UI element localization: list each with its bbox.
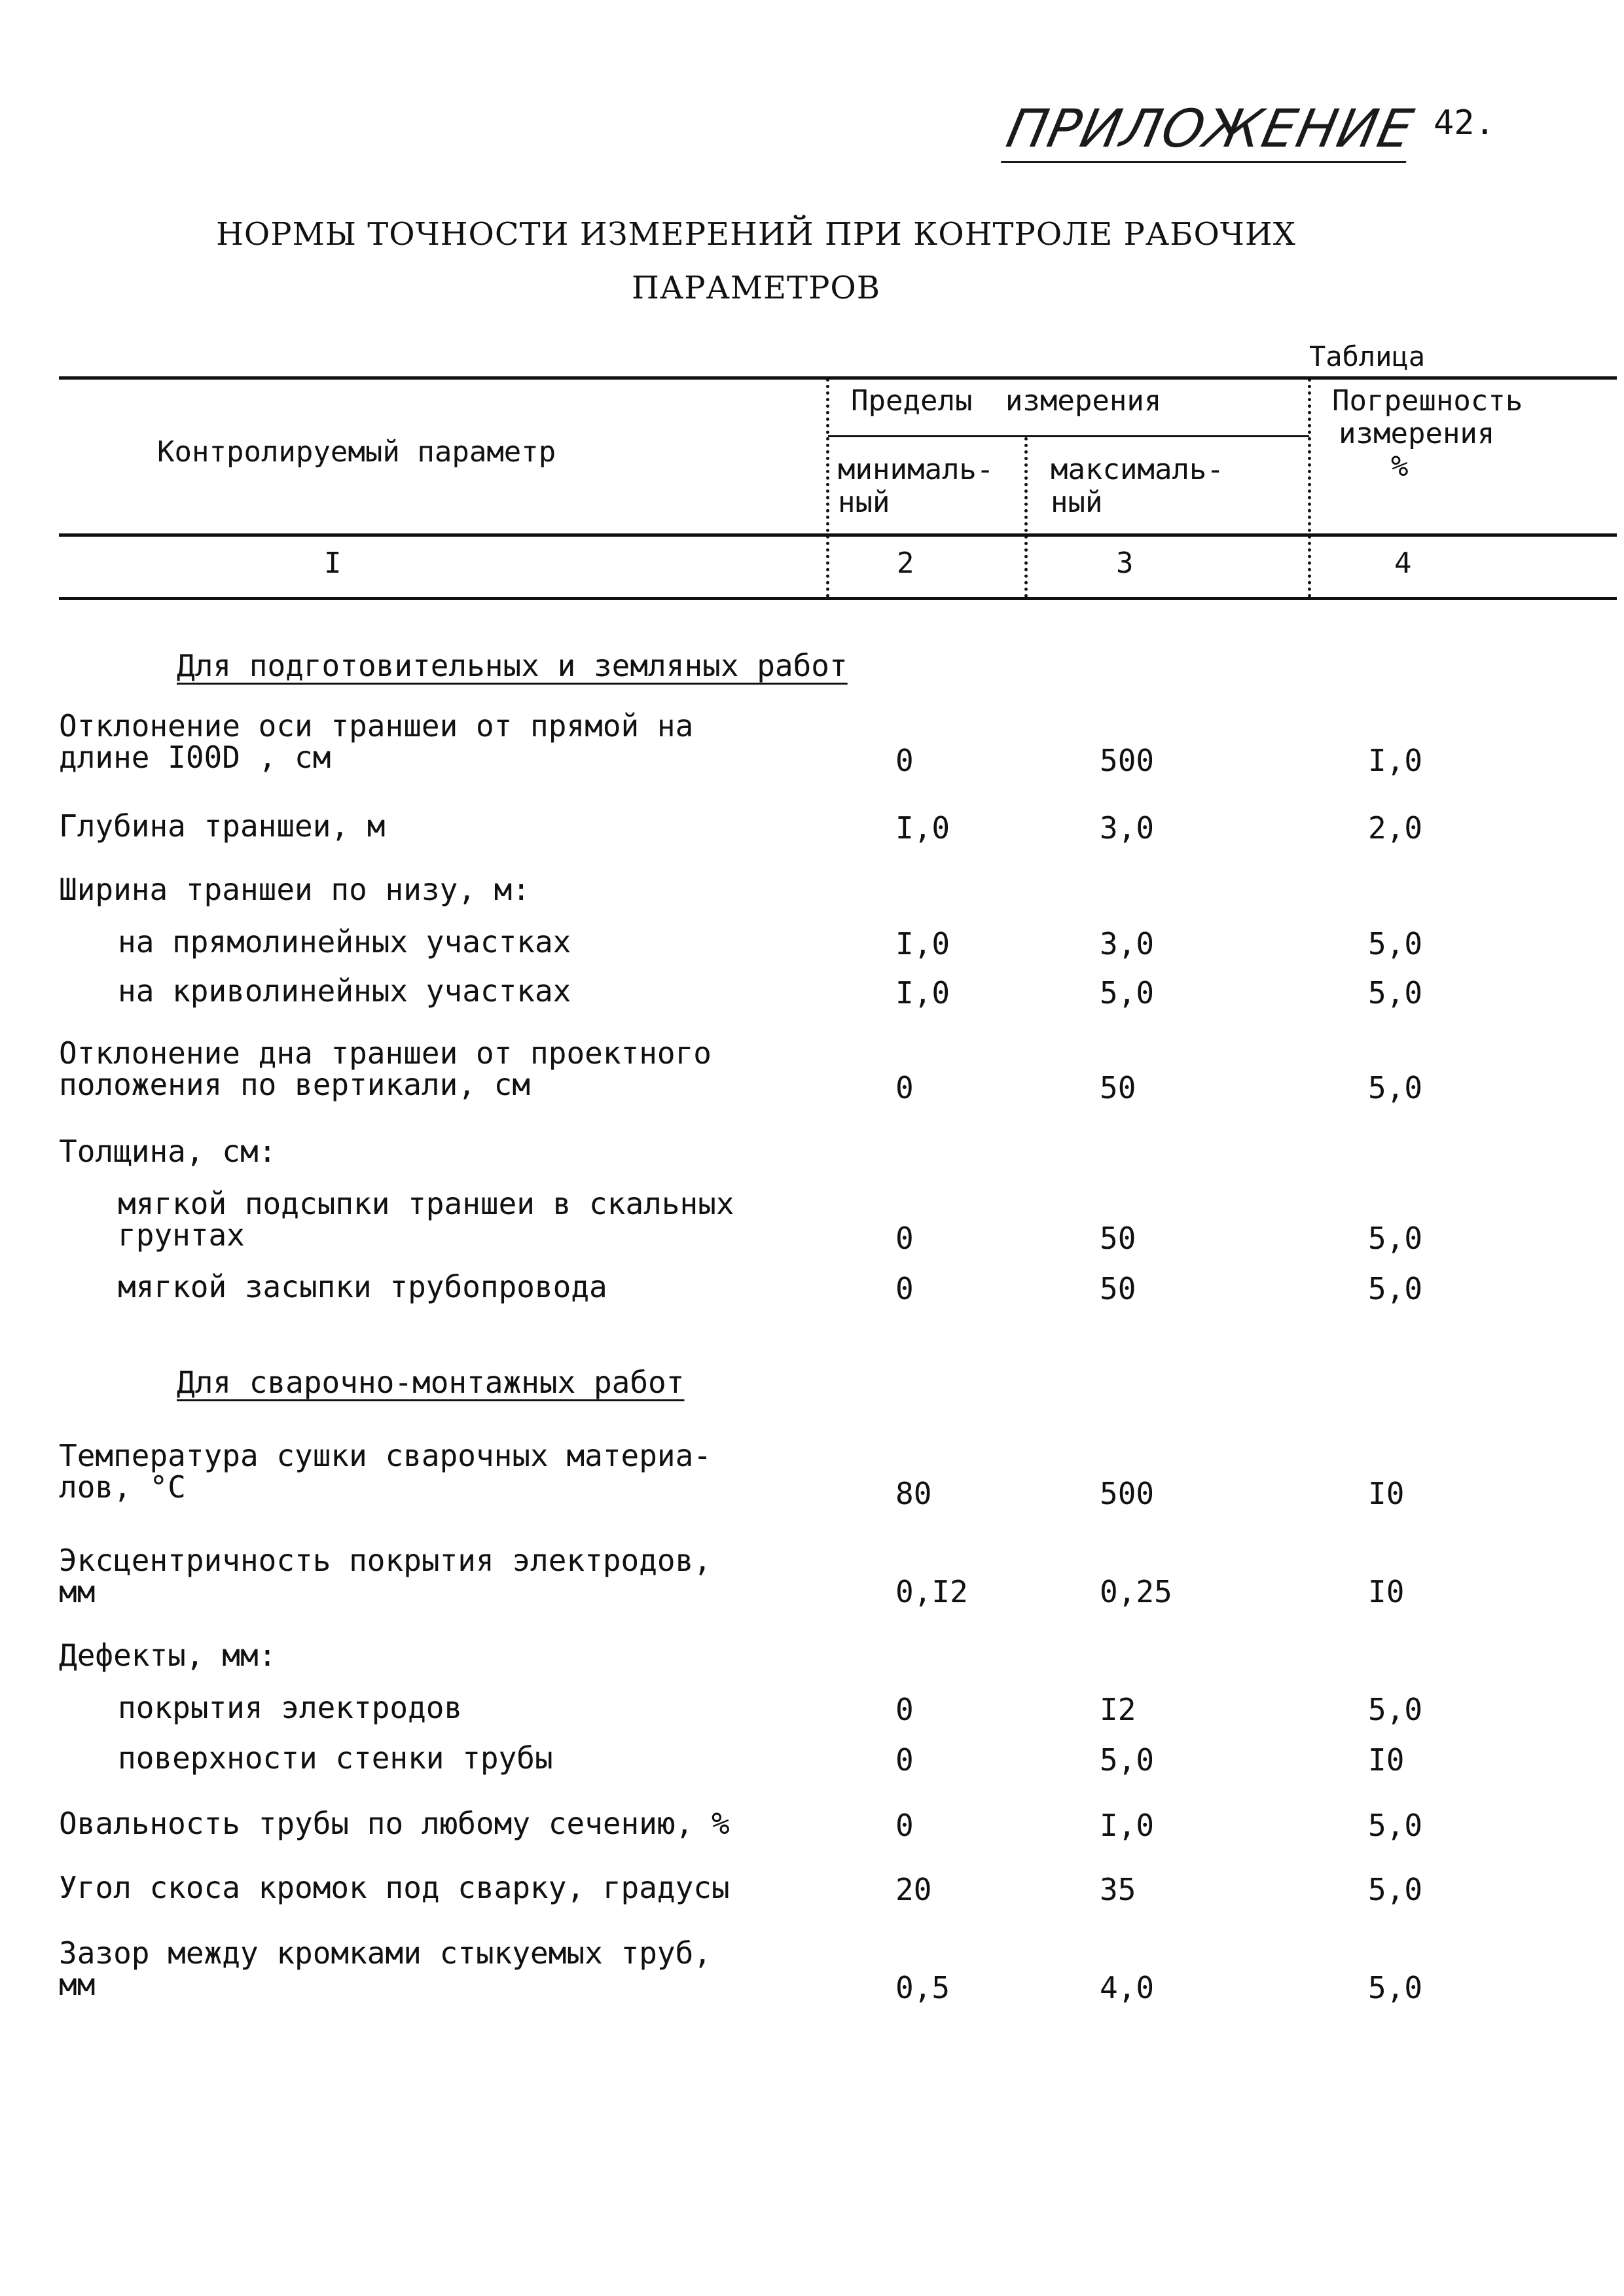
row-label: Дефекты, мм: — [59, 1638, 277, 1673]
cell-min: 0 — [895, 1221, 914, 1256]
row-label: Ширина траншеи по низу, м: — [59, 872, 531, 907]
col-header-limits: Пределы измерения — [851, 384, 1162, 418]
cell-error: 2,0 — [1368, 810, 1423, 846]
col-header-err-1: Погрешность — [1332, 384, 1523, 418]
col-number-3: 3 — [1116, 547, 1134, 580]
cell-max: 0,25 — [1100, 1574, 1172, 1609]
limits-subrule — [828, 435, 1309, 437]
col-divider-1 — [826, 378, 829, 598]
cell-max: 500 — [1100, 743, 1155, 778]
section-title: Для сварочно-монтажных работ — [177, 1365, 685, 1400]
cell-max: 3,0 — [1100, 810, 1155, 846]
table-label: Таблица — [1309, 340, 1426, 372]
cell-min: I,0 — [895, 810, 950, 846]
cell-error: 5,0 — [1368, 1872, 1423, 1907]
cell-max: 500 — [1100, 1476, 1155, 1511]
row-label: Эксцентричность покрытия электродов, мм — [59, 1543, 712, 1609]
header-bottom-rule — [59, 533, 1617, 537]
page-title-line1: НОРМЫ ТОЧНОСТИ ИЗМЕРЕНИЙ ПРИ КОНТРОЛЕ РАБОЧИХ — [216, 216, 1296, 253]
row-label: Овальность трубы по любому сечению, % — [59, 1806, 730, 1841]
row-label: покрытия электродов — [118, 1690, 463, 1725]
col-header-param: Контролируемый параметр — [157, 435, 556, 469]
cell-error: I0 — [1368, 1574, 1405, 1609]
row-label: поверхности стенки трубы — [118, 1740, 553, 1776]
cell-max: I,0 — [1100, 1808, 1155, 1843]
col-divider-3 — [1308, 378, 1311, 598]
cell-min: 0 — [895, 1271, 914, 1306]
col-header-max-2: ный — [1051, 486, 1103, 519]
cell-max: 5,0 — [1100, 1742, 1155, 1778]
cell-min: 0 — [895, 1692, 914, 1727]
cell-max: 50 — [1100, 1221, 1136, 1256]
cell-min: 80 — [895, 1476, 932, 1511]
cell-min: 0 — [895, 1742, 914, 1778]
cell-error: 5,0 — [1368, 1692, 1423, 1727]
page-number: 42. — [1434, 103, 1495, 143]
cell-max: 50 — [1100, 1070, 1136, 1105]
col-header-max-1: максималь- — [1051, 453, 1224, 486]
col-divider-2 — [1024, 437, 1028, 598]
row-label: Зазор между кромками стыкуемых труб, мм — [59, 1935, 712, 2002]
cell-error: 5,0 — [1368, 975, 1423, 1011]
row-label: Температура сушки сварочных материа- лов, °С — [59, 1438, 712, 1505]
col-header-min-2: ный — [838, 486, 890, 519]
cell-min: I,0 — [895, 926, 950, 961]
cell-max: 50 — [1100, 1271, 1136, 1306]
cell-min: 0 — [895, 1070, 914, 1105]
cell-error: 5,0 — [1368, 1070, 1423, 1105]
row-label: мягкой подсыпки траншеи в скальных грунтах — [118, 1186, 734, 1253]
cell-max: 3,0 — [1100, 926, 1155, 961]
col-number-2: 2 — [897, 547, 914, 580]
cell-min: 0 — [895, 743, 914, 778]
appendix-label: ПРИЛОЖЕНИЕ — [1001, 98, 1419, 159]
section-title: Для подготовительных и земляных работ — [177, 648, 848, 683]
row-label: Отклонение дна траншеи от проектного положения по вертикали, см — [59, 1035, 712, 1102]
cell-min: 20 — [895, 1872, 932, 1907]
cell-max: 35 — [1100, 1872, 1136, 1907]
col-number-4: 4 — [1394, 547, 1412, 580]
cell-error: 5,0 — [1368, 1808, 1423, 1843]
cell-max: 5,0 — [1100, 975, 1155, 1011]
cell-error: I0 — [1368, 1476, 1405, 1511]
col-number-1: I — [324, 547, 342, 580]
cell-error: I,0 — [1368, 743, 1423, 778]
cell-error: 5,0 — [1368, 926, 1423, 961]
col-header-err-2: измерения — [1339, 417, 1495, 450]
cell-min: 0,5 — [895, 1970, 950, 2005]
numbers-bottom-rule — [59, 597, 1617, 600]
row-label: Угол скоса кромок под сварку, градусы — [59, 1870, 730, 1905]
col-header-min-1: минималь- — [838, 453, 994, 486]
cell-max: 4,0 — [1100, 1970, 1155, 2005]
cell-error: 5,0 — [1368, 1970, 1423, 2005]
page-title-line2: ПАРАМЕТРОВ — [632, 270, 880, 306]
cell-error: 5,0 — [1368, 1221, 1423, 1256]
row-label: на прямолинейных участках — [118, 924, 571, 960]
cell-error: 5,0 — [1368, 1271, 1423, 1306]
row-label: Толщина, см: — [59, 1134, 277, 1169]
row-label: мягкой засыпки трубопровода — [118, 1269, 607, 1304]
row-label: Отклонение оси траншеи от прямой на длине I00D , см — [59, 708, 694, 775]
cell-min: 0 — [895, 1808, 914, 1843]
cell-min: I,0 — [895, 975, 950, 1011]
table-top-rule — [59, 376, 1617, 380]
cell-error: I0 — [1368, 1742, 1405, 1778]
row-label: Глубина траншеи, м — [59, 808, 386, 844]
cell-min: 0,I2 — [895, 1574, 968, 1609]
cell-max: I2 — [1100, 1692, 1136, 1727]
col-header-err-3: % — [1391, 450, 1409, 483]
row-label: на криволинейных участках — [118, 973, 571, 1009]
